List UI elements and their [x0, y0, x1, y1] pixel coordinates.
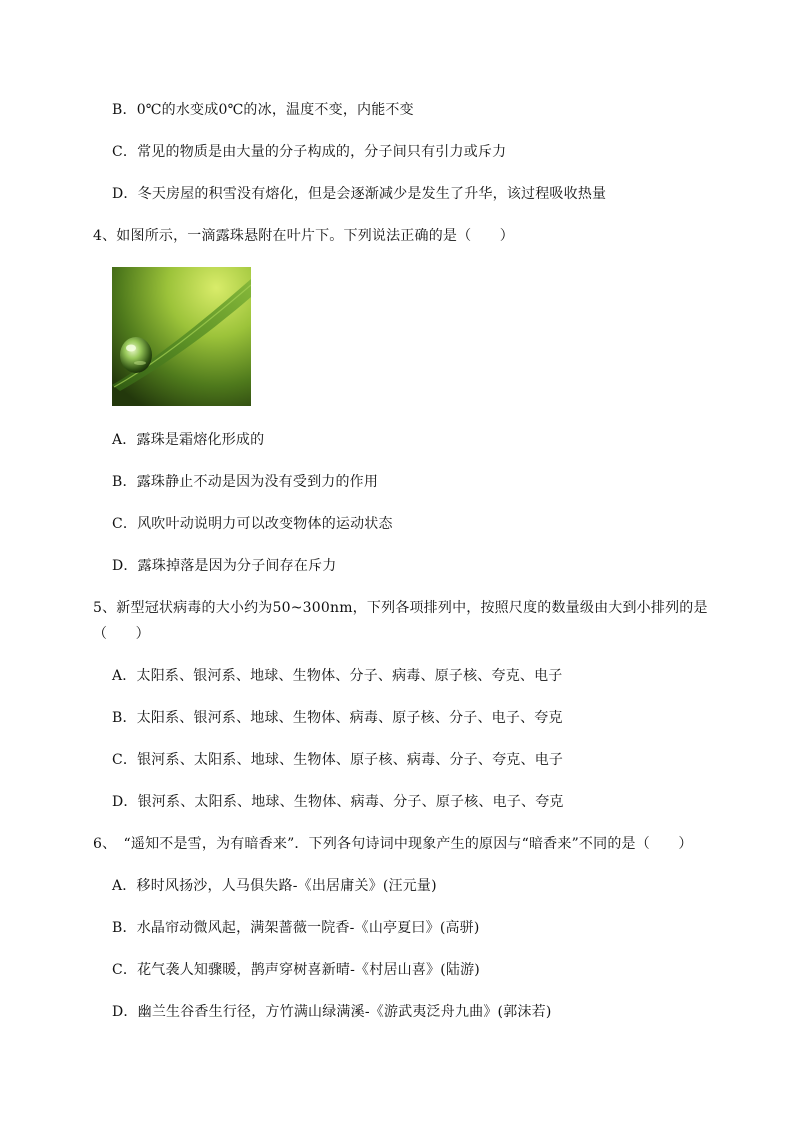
q6-option-b: B．水晶帘动微风起，满架蔷薇一院香-《山亭夏曰》(高骈)	[112, 920, 480, 936]
q5-option-c: C．银河系、太阳系、地球、生物体、原子核、病毒、分子、夸克、电子	[112, 752, 564, 768]
q3-option-d: D．冬天房屋的积雪没有熔化，但是会逐渐减少是发生了升华，该过程吸收热量	[112, 186, 607, 202]
dewdrop-on-leaf-photo	[112, 267, 251, 406]
q4-option-c: C．风吹叶动说明力可以改变物体的运动状态	[112, 516, 393, 532]
q6-stem: 6、 “遥知不是雪，为有暗香来”．下列各句诗词中现象产生的原因与“暗香来”不同的是（ ）	[93, 836, 693, 852]
q5-stem-line2: （ ）	[93, 626, 150, 642]
q3-option-b: B．0℃的水变成0℃的冰，温度不变，内能不变	[112, 102, 414, 118]
q6-option-c: C．花气袭人知骤暖，鹊声穿树喜新晴-《村居山喜》(陆游)	[112, 962, 480, 978]
q4-option-a: A．露珠是霜熔化形成的	[112, 432, 265, 448]
q3-option-c: C．常见的物质是由大量的分子构成的，分子间只有引力或斥力	[112, 144, 507, 160]
q5-option-b: B．太阳系、银河系、地球、生物体、病毒、原子核、分子、电子、夸克	[112, 710, 563, 726]
q4-option-d: D．露珠掉落是因为分子间存在斥力	[112, 558, 337, 574]
q4-option-b: B．露珠静止不动是因为没有受到力的作用	[112, 474, 379, 490]
q6-option-a: A．移时风扬沙，人马俱失路-《出居庸关》(汪元量)	[112, 878, 437, 894]
q5-option-a: A．太阳系、银河系、地球、生物体、分子、病毒、原子核、夸克、电子	[112, 668, 563, 684]
q5-option-d: D．银河系、太阳系、地球、生物体、病毒、分子、原子核、电子、夸克	[112, 794, 564, 810]
q4-stem: 4、如图所示，一滴露珠悬附在叶片下。下列说法正确的是（ ）	[93, 228, 514, 244]
q5-stem-line1: 5、新型冠状病毒的大小约为50~300nm，下列各项排列中，按照尺度的数量级由大到小排列的是	[93, 600, 708, 616]
q6-option-d: D．幽兰生谷香生行径，方竹满山绿满溪-《游武夷泛舟九曲》(郭沫若)	[112, 1004, 552, 1020]
